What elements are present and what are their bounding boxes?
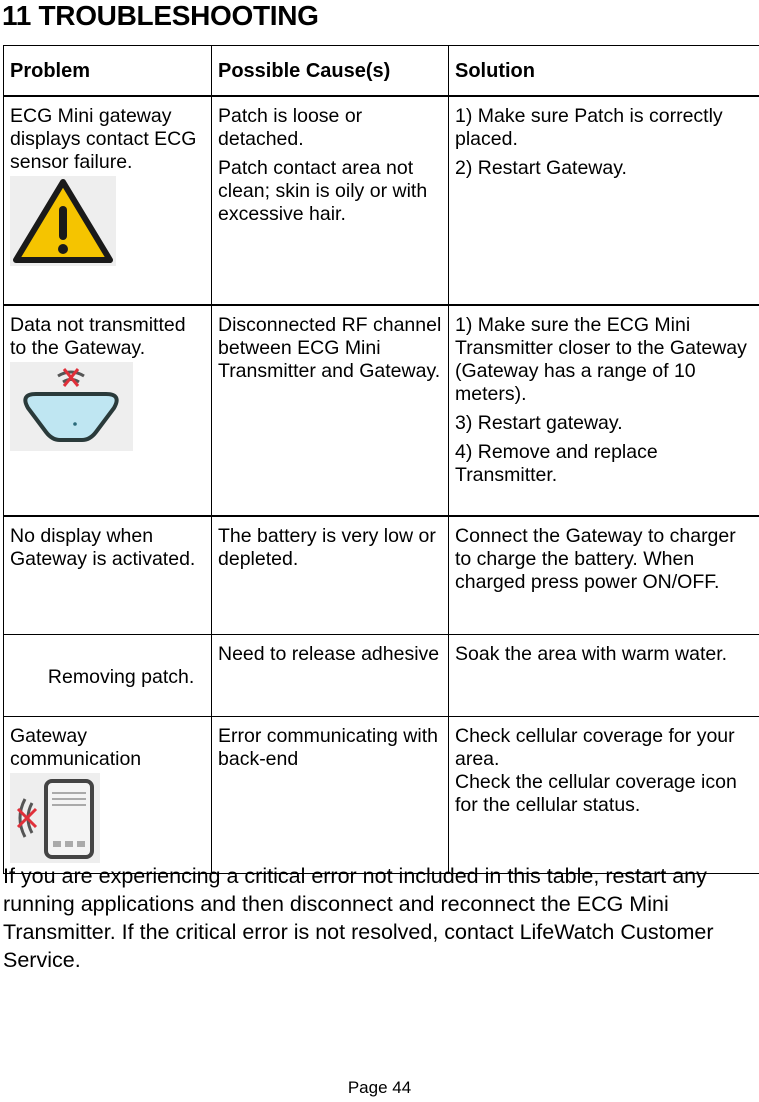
table-row [4,305,759,516]
cause-text: Patch is loose or detached. [218,105,363,150]
problem-cell [4,96,212,305]
problem-cell [4,634,212,716]
warning-triangle-icon [10,176,205,272]
problem-text: Data not transmitted to the Gateway. [10,314,186,359]
table-row [4,716,759,873]
cause-cell [212,516,449,634]
gateway-no-signal-icon [10,773,205,869]
problem-text: No display when Gateway is activated. [10,525,196,570]
critical-error-note: If you are experiencing a critical error not included in this table, restart any running applications and then disconnect and reconnect the ECG Mini Transmitter. If the critical error is not resolved, contact LifeWatch Customer Service. [3,864,714,972]
table-row [4,96,759,305]
solution-cell [449,305,759,516]
cause-cell [212,634,449,716]
table-row [4,634,759,716]
cause-cell [212,96,449,305]
solution-text: Check the cellular coverage icon for the cellular status. [455,770,737,816]
cause-cell [212,716,449,873]
problem-cell [4,516,212,634]
solution-text: 4) Remove and replace Transmitter. [455,441,658,486]
solution-cell [449,516,759,634]
page-number: Page 44 [347,1078,412,1097]
solution-text: 2) Restart Gateway. [455,157,627,179]
solution-cell [449,96,759,305]
solution-text: Soak the area with warm water. [455,642,728,665]
solution-text: Connect the Gateway to charger to charge the battery. When charged press power ON/OFF. [455,525,736,593]
problem-text: ECG Mini gateway displays contact ECG sensor failure. [10,105,197,173]
cause-text: The battery is very low or depleted. [218,525,436,570]
table-header-row [4,46,759,97]
solution-text: 3) Restart gateway. [455,412,623,434]
cause-text: Patch contact area not clean; skin is oily or with excessive hair. [218,157,428,225]
troubleshooting-table [3,45,759,874]
solution-text: 1) Make sure Patch is correctly placed. [455,105,723,150]
header-solution: Solution [449,46,759,97]
header-possible-causes: Possible Cause(s) [212,46,449,97]
header-problem: Problem [4,46,212,97]
problem-cell [4,305,212,516]
cause-text: Disconnected RF channel between ECG Mini Transmitter and Gateway. [218,314,442,382]
problem-cell [4,716,212,873]
section-title: 11 TROUBLESHOOTING [2,0,319,31]
solution-cell [449,716,759,873]
cause-text: Need to release adhesive [218,642,440,665]
cause-cell [212,305,449,516]
transmitter-disconnected-icon [10,362,205,457]
solution-text: 1) Make sure the ECG Mini Transmitter closer to the Gateway (Gateway has a range of 10 meters). [455,314,747,405]
cause-text: Error communicating with back-end [218,724,438,770]
problem-text: Gateway communication [10,724,142,770]
table-row [4,516,759,634]
problem-text: Removing patch. [42,665,195,688]
solution-text: Check cellular coverage for your area. [455,724,735,770]
solution-cell [449,634,759,716]
